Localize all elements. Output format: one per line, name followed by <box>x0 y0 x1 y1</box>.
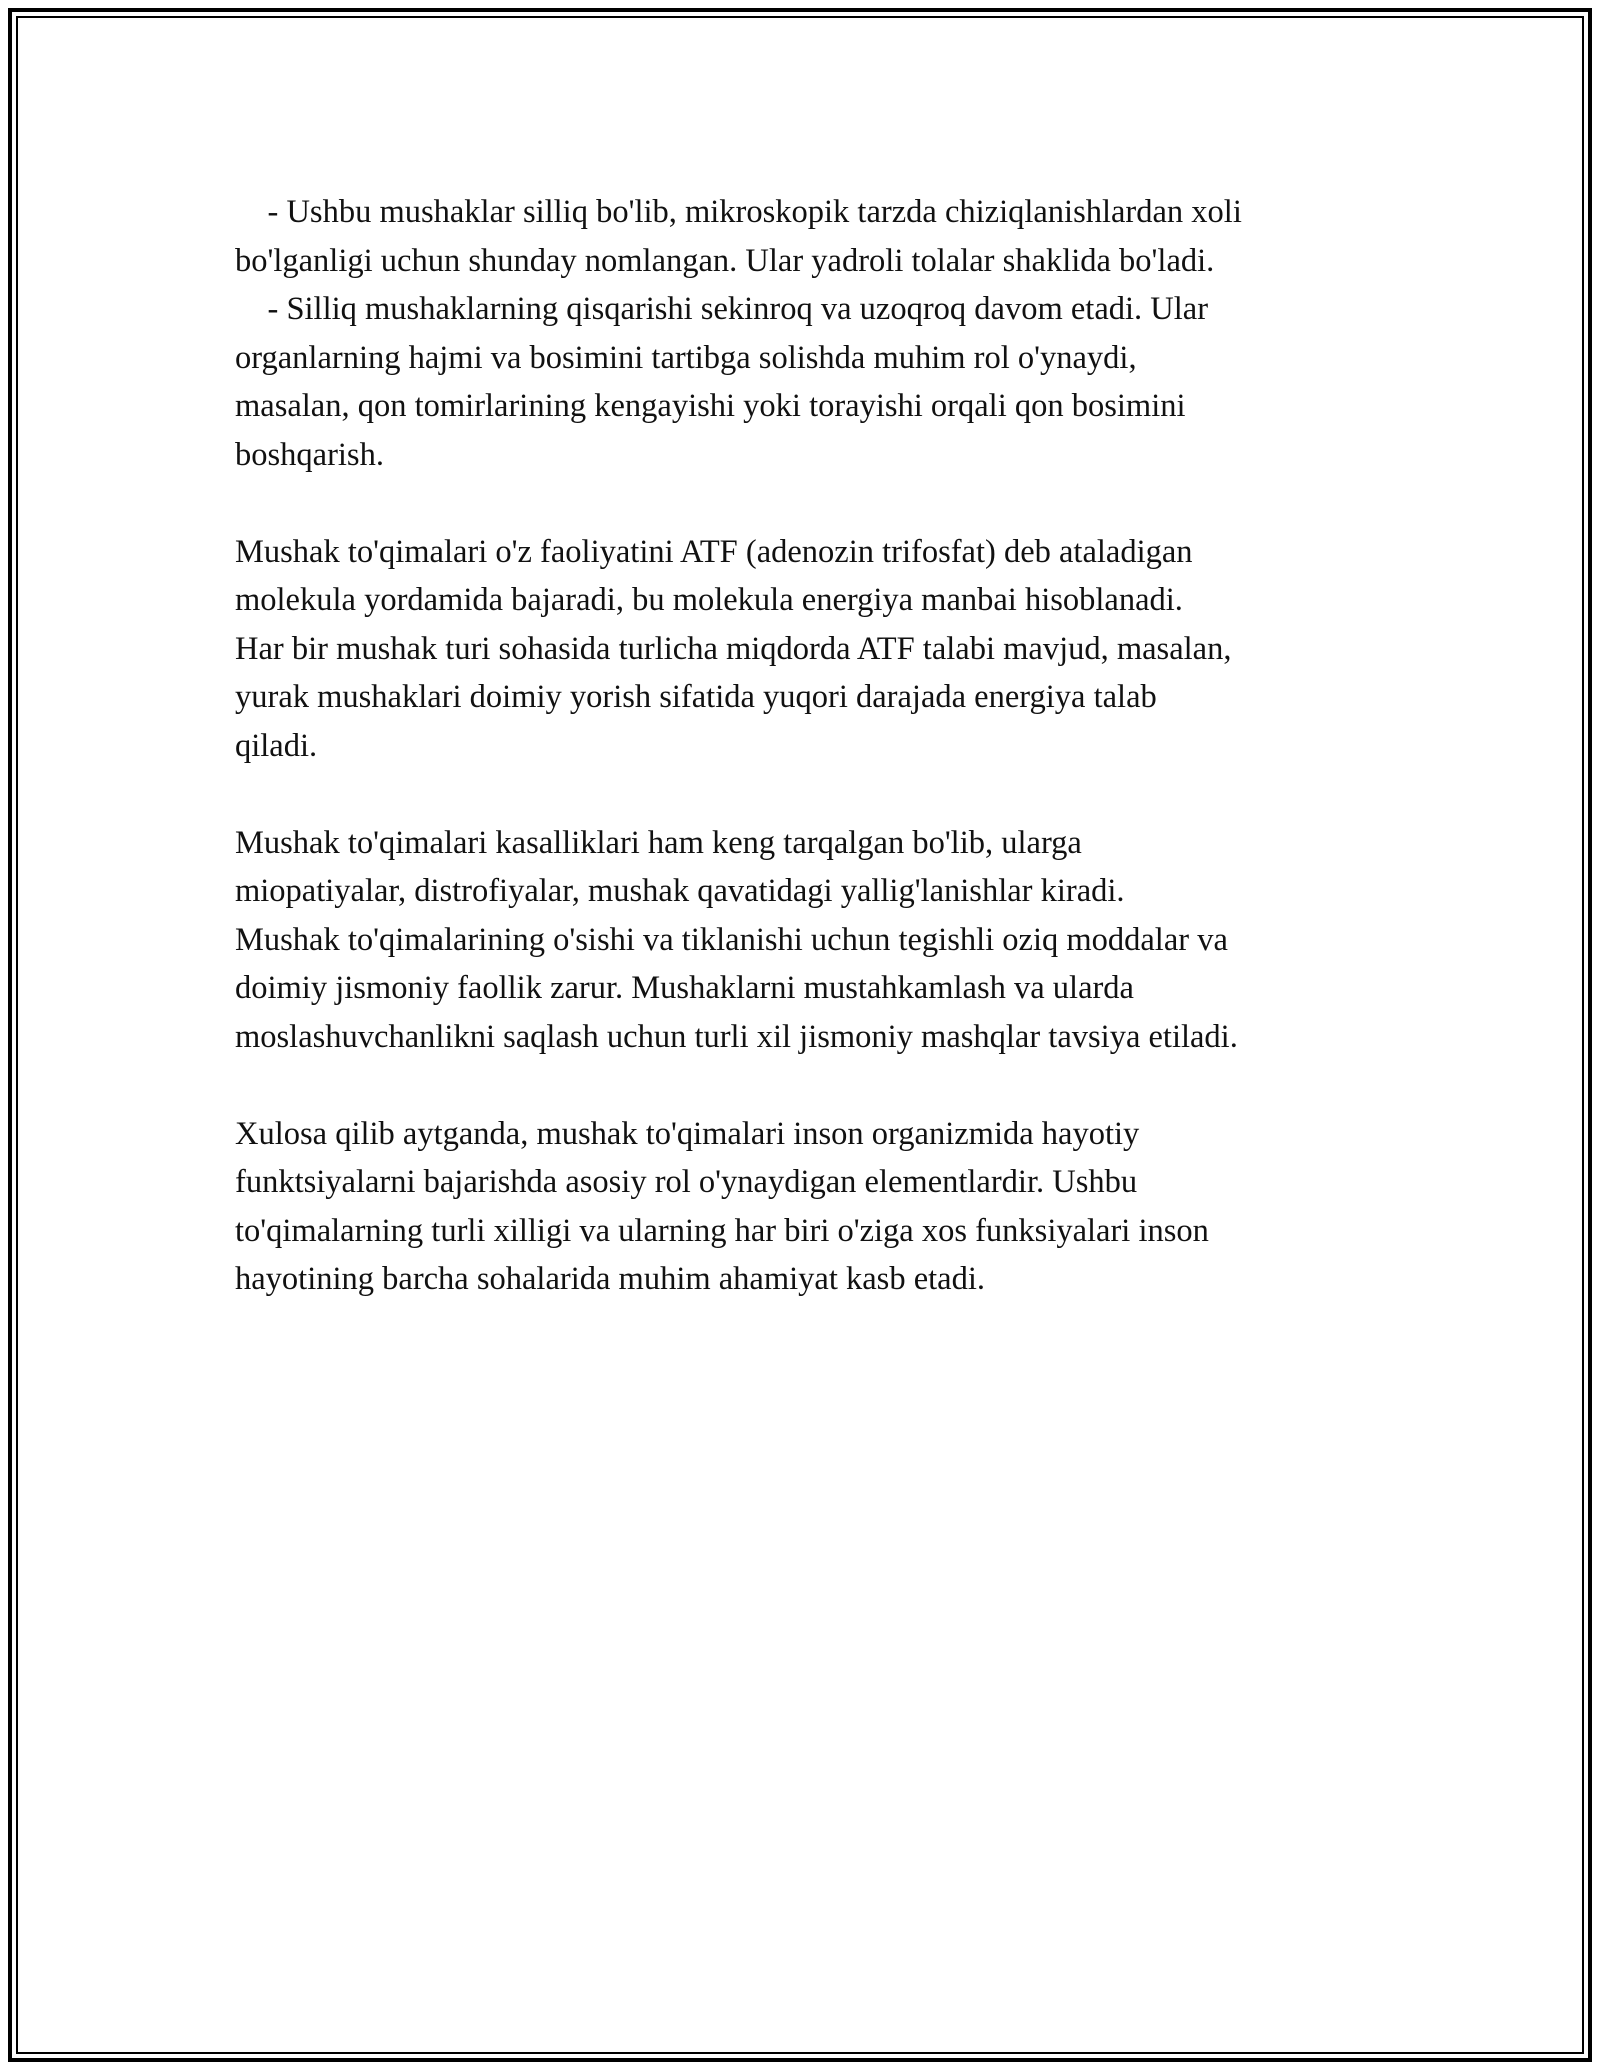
text-line: organlarning hajmi va bosimini tartibga solishda muhim rol o'ynaydi, <box>235 339 1137 376</box>
document-body <box>235 188 1415 1304</box>
text-line: yurak mushaklari doimiy yorish sifatida yuqori darajada energiya talab <box>235 679 1157 715</box>
text-line: qiladi. <box>235 727 318 764</box>
paragraph-gap <box>235 770 1415 819</box>
text-line: Xulosa qilib aytganda, mushak to'qimalari inson organizmida hayotiy <box>235 1115 1140 1152</box>
text-line: Mushak to'qimalari kasalliklari ham keng tarqalgan bo'lib, ularga <box>235 824 1082 861</box>
text-line: - Silliq mushaklarning qisqarishi sekinroq va uzoqroq davom etadi. Ular <box>235 291 1209 327</box>
text-line: to'qimalarning turli xilligi va ularning har biri o'ziga xos funksiyalari inson <box>235 1212 1209 1249</box>
text-line: molekula yordamida bajaradi, bu molekula energiya manbai hisoblanadi. <box>235 582 1183 618</box>
text-line: - Ushbu mushaklar silliq bo'lib, mikroskopik tarzda chiziqlanishlardan xoli <box>235 194 1242 230</box>
text-line: Mushak to'qimalari o'z faoliyatini ATF (adenozin trifosfat) deb ataladigan <box>235 533 1193 570</box>
text-line: bo'lganligi uchun shunday nomlangan. Ular yadroli tolalar shaklida bo'ladi. <box>235 242 1215 279</box>
paragraph-gap <box>235 479 1415 528</box>
text-line: miopatiyalar, distrofiyalar, mushak qavatidagi yallig'lanishlar kiradi. <box>235 873 1125 909</box>
text-line: masalan, qon tomirlarining kengayishi yoki torayishi orqali qon bosimini <box>235 388 1186 424</box>
text-line: doimiy jismoniy faollik zarur. Mushaklarni mustahkamlash va ularda <box>235 970 1134 1006</box>
text-line: Mushak to'qimalarining o'sishi va tiklanishi uchun tegishli oziq moddalar va <box>235 921 1228 958</box>
text-line: boshqarish. <box>235 436 384 473</box>
text-line: moslashuvchanlikni saqlash uchun turli xil jismoniy mashqlar tavsiya etiladi. <box>235 1018 1238 1055</box>
text-line: hayotining barcha sohalarida muhim ahamiyat kasb etadi. <box>235 1261 985 1297</box>
text-line: Har bir mushak turi sohasida turlicha miqdorda ATF talabi mavjud, masalan, <box>235 630 1232 667</box>
text-line: funktsiyalarni bajarishda asosiy rol o'ynaydigan elementlardir. Ushbu <box>235 1164 1138 1200</box>
paragraph-gap <box>235 1061 1415 1110</box>
